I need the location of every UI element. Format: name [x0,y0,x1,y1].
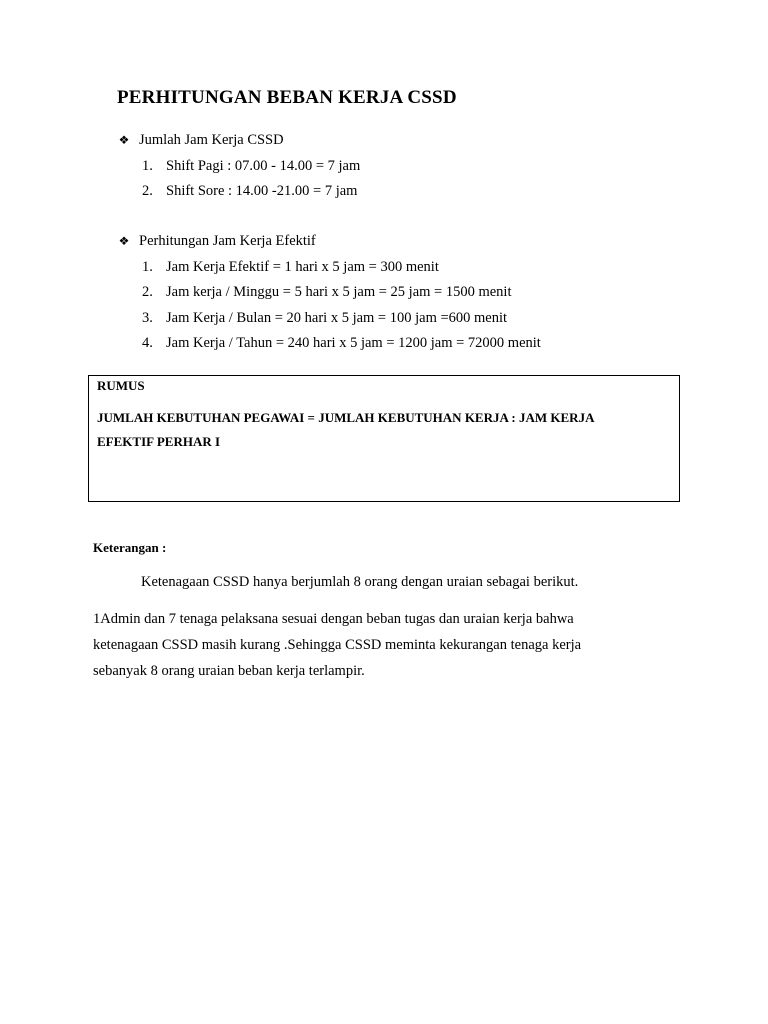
list-item [142,259,439,276]
keterangan-paragraph-2-line-2: ketenagaan CSSD masih kurang .Sehingga CSSD meminta kekurangan tenaga kerja [93,637,582,653]
section-jam-kerja-heading [117,132,284,149]
list-item [142,183,357,200]
list-item [142,158,360,175]
list-item-text: Shift Pagi : 07.00 - 14.00 = 7 jam [166,158,361,174]
keterangan-label: Keterangan : [93,540,167,555]
diamond-bullet-icon: ❖ [118,234,130,248]
keterangan-paragraph-1: Ketenagaan CSSD hanya berjumlah 8 orang dengan uraian sebagai berikut. [141,574,579,590]
list-item-text: Shift Sore : 14.00 -21.00 = 7 jam [166,183,358,199]
list-item-text: Jam Kerja Efektif = 1 hari x 5 jam = 300 menit [166,259,439,275]
list-item-text: Jam Kerja / Tahun = 240 hari x 5 jam = 1200 jam = 72000 menit [166,335,541,351]
rumus-formula-line-1: JUMLAH KEBUTUHAN PEGAWAI = JUMLAH KEBUTUHAN KERJA : JAM KERJA [97,410,595,425]
list-item [142,284,512,301]
section-heading-text: Jumlah Jam Kerja CSSD [139,132,284,148]
list-item [142,310,507,327]
list-item-number: 1. [142,158,153,174]
list-item-number: 1. [142,259,153,275]
rumus-box [88,375,680,502]
rumus-formula-line-2: EFEKTIF PERHAR I [97,434,221,449]
list-item [142,335,541,352]
list-item-number: 2. [142,183,153,199]
page-title: PERHITUNGAN BEBAN KERJA CSSD [117,87,457,108]
keterangan-paragraph-2-line-1: 1Admin dan 7 tenaga pelaksana sesuai dengan beban tugas dan uraian kerja bahwa [93,611,574,627]
section-jam-kerja-efektif-heading [117,233,316,250]
list-item-text: Jam Kerja / Bulan = 20 hari x 5 jam = 100 jam =600 menit [166,310,508,326]
keterangan-paragraph-2-line-3: sebanyak 8 orang uraian beban kerja terlampir. [93,663,365,679]
list-item-number: 4. [142,335,153,351]
diamond-bullet-icon: ❖ [118,133,130,147]
list-item-number: 2. [142,284,153,300]
list-item-number: 3. [142,310,153,326]
list-item-text: Jam kerja / Minggu = 5 hari x 5 jam = 25 jam = 1500 menit [166,284,512,300]
section-heading-text: Perhitungan Jam Kerja Efektif [139,233,316,249]
rumus-label: RUMUS [97,378,145,393]
